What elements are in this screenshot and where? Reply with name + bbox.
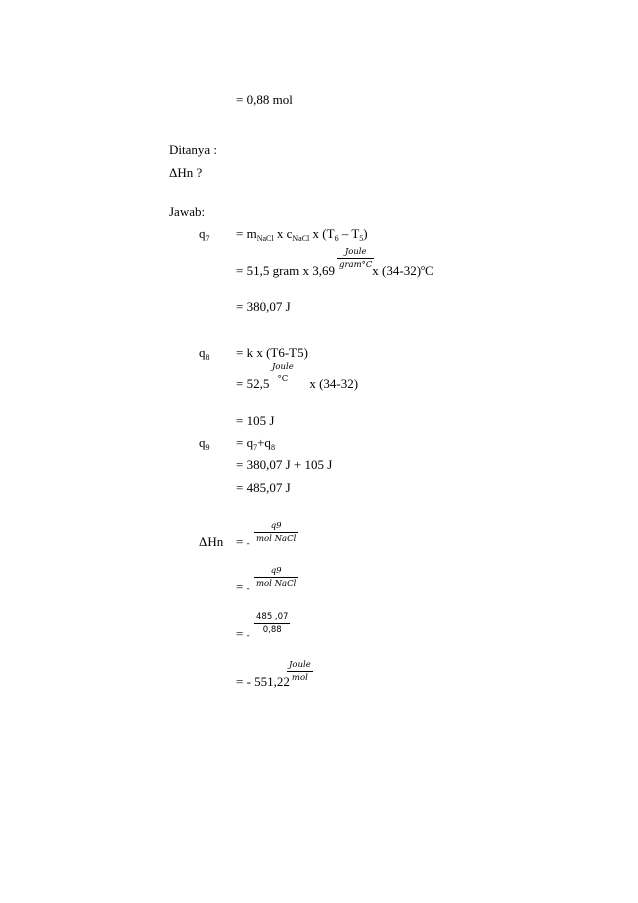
dhn-label: ΔHn bbox=[199, 534, 224, 549]
q8-label: $q_8$ bbox=[199, 345, 210, 362]
asked-heading: Ditanya : bbox=[169, 142, 218, 157]
dhn-step2-fraction: q9 mol NaCl bbox=[256, 566, 297, 589]
dhn-step1: = - bbox=[236, 534, 250, 549]
q9-formula: = $q_7+q_8$ bbox=[236, 435, 275, 452]
q8-formula: = k x (T6-T5) bbox=[236, 345, 308, 360]
q7-unit-fraction: Joule gram°C bbox=[339, 247, 373, 270]
dhn-step3: = - bbox=[236, 626, 250, 641]
q8-result: = 105 J bbox=[236, 413, 275, 428]
q9-result: = 485,07 J bbox=[236, 480, 291, 495]
asked-item: ΔHn ? bbox=[169, 165, 203, 180]
dhn-step4-unit-fraction: Joule mol bbox=[289, 660, 311, 683]
q9-sum: = 380,07 J + 105 J bbox=[236, 457, 333, 472]
q7-label: $q_7$ bbox=[199, 226, 210, 243]
dhn-step4: = - 551,22 bbox=[236, 674, 290, 689]
answer-heading: Jawab: bbox=[169, 204, 206, 219]
q9-label: $q_9$ bbox=[199, 435, 210, 452]
dhn-step3-fraction: $\frac{485 ,07}{0,88}$ bbox=[256, 612, 289, 635]
q7-formula: = $m_{NaCl}$ x $c_{NaCl}$ x $(T_6 - T_5)$ bbox=[236, 226, 368, 243]
q8-unit-fraction: Joule °C bbox=[272, 362, 294, 384]
given-mol-line: = 0,88 mol bbox=[236, 92, 293, 107]
q7-substitution: = 51,5 gram x 3,69 x $(34-32)^oC$ bbox=[236, 263, 434, 278]
q8-substitution: = 52,5 x (34-32) bbox=[236, 376, 359, 391]
q7-result: = 380,07 J bbox=[236, 299, 291, 314]
dhn-step2: = - bbox=[236, 579, 250, 594]
dhn-step1-fraction: q9 mol NaCl bbox=[256, 521, 297, 544]
